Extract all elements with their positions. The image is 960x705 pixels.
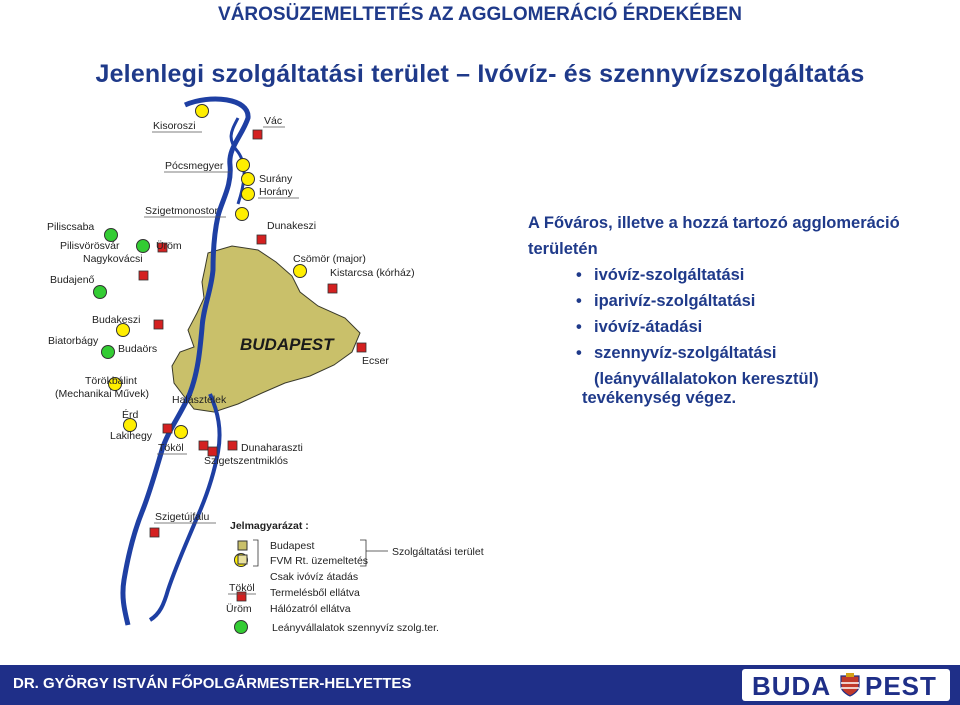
logo-text-left: BUDA — [752, 671, 832, 701]
service-item-note: (leányvállalatokon keresztül) — [594, 370, 819, 388]
marker-csomor — [294, 265, 307, 278]
label-mechanikai: (Mechanikai Művek) — [55, 388, 149, 400]
logo-text-right: PEST — [865, 671, 937, 701]
legend-termelesbol: Termelésből ellátva — [270, 587, 360, 599]
marker-pocsmegyer — [237, 159, 250, 172]
marker-biatorbagy — [102, 346, 115, 359]
service-item: • ivóvíz-szolgáltatási — [528, 262, 958, 288]
intro-line2: területén — [528, 240, 598, 258]
marker-vac — [253, 130, 262, 139]
legend-title: Jelmagyarázat : — [230, 520, 309, 532]
marker-surany — [242, 173, 255, 186]
legend-csak: Csak ivóvíz átadás — [270, 571, 359, 583]
marker-legend-leanyvallalatok — [235, 621, 248, 634]
marker-dunakeszi — [257, 235, 266, 244]
legend-fvm: FVM Rt. üzemeltetés — [270, 555, 369, 567]
intro-line1: A Főváros, illetve a hozzá tartozó agglomeráció — [528, 214, 900, 232]
label-szigetmonostor: Szigetmonostor — [145, 205, 218, 217]
marker-kisoroszi — [196, 105, 209, 118]
label-csomor: Csömör (major) — [293, 253, 366, 265]
label-tokol: Tököl — [158, 442, 184, 454]
footer-author: DR. GYÖRGY ISTVÁN FŐPOLGÁRMESTER-HELYETTES — [13, 675, 412, 692]
label-budaors: Budaörs — [118, 343, 158, 355]
legend-area-label: Szolgáltatási terület — [392, 546, 484, 558]
label-piliscsaba: Piliscsaba — [47, 221, 95, 233]
label-urom: Üröm — [156, 240, 182, 252]
label-torokbalint: Törökbálint — [85, 375, 137, 387]
label-horany: Horány — [259, 186, 293, 198]
label-szigetszentmiklos: Szigetszentmiklós — [204, 455, 289, 467]
description-block — [528, 210, 958, 392]
label-budajeno: Budajenő — [50, 274, 95, 286]
footer-bar — [0, 665, 960, 705]
label-lakihegy: Lakihegy — [110, 430, 153, 442]
label-szigetujfalu: Szigetújfalu — [155, 511, 210, 523]
budapest-logo — [742, 669, 950, 701]
marker-tokol — [199, 441, 208, 450]
label-pocsmegyer: Pócsmegyer — [165, 160, 224, 172]
legend-budapest: Budapest — [270, 540, 315, 552]
coat-of-arms-icon — [837, 672, 863, 698]
legend-sample-urom: Üröm — [226, 603, 252, 615]
marker-szigetujfalu — [150, 528, 159, 537]
slide-suptitle: VÁROSÜZEMELTETÉS AZ AGGLOMERÁCIÓ ÉRDEKÉBEN — [218, 4, 742, 25]
label-biatorbagy: Biatorbágy — [48, 335, 99, 347]
marker-szigetmonostor — [236, 208, 249, 221]
marker-horany — [242, 188, 255, 201]
service-list — [528, 262, 958, 366]
marker-halasztelek — [175, 426, 188, 439]
marker-budaors — [154, 320, 163, 329]
legend-leanyvallalatok: Leányvállalatok szennyvíz szolg.ter. — [272, 622, 439, 634]
legend-halozatrol: Hálózatról ellátva — [270, 603, 351, 615]
marker-lakihegy — [163, 424, 172, 433]
service-item: • iparivíz-szolgáltatási — [528, 288, 958, 314]
label-kistarcsa: Kistarcsa (kórház) — [330, 267, 415, 279]
legend-sample-tokol: Tököl — [229, 582, 255, 594]
service-item: • ivóvíz-átadási — [528, 314, 958, 340]
marker-ecser — [357, 343, 366, 352]
marker-nagykovacsi — [139, 271, 148, 280]
label-surany: Surány — [259, 173, 293, 185]
slide-title: Jelenlegi szolgáltatási terület – Ivóvíz- és szennyvízszolgáltatás — [95, 60, 865, 88]
map-legend — [226, 520, 484, 634]
label-dunakeszi: Dunakeszi — [267, 220, 317, 232]
label-kisoroszi: Kisoroszi — [153, 120, 196, 132]
marker-dunaharaszti — [228, 441, 237, 450]
marker-pilisvorosvar — [137, 240, 150, 253]
service-item: • szennyvíz-szolgáltatási — [528, 340, 958, 366]
label-ecser: Ecser — [362, 355, 389, 367]
label-erd: Érd — [122, 409, 139, 421]
label-halasztelek: Halásztelek — [172, 394, 227, 406]
closing-text: tevékenység végez. — [582, 389, 737, 407]
label-pilisvorosvar: Pilisvörösvár — [60, 240, 120, 252]
budapest-label: BUDAPEST — [240, 335, 334, 354]
marker-kistarcsa — [328, 284, 337, 293]
label-vac: Vác — [264, 115, 283, 127]
label-budakeszi: Budakeszi — [92, 314, 141, 326]
service-area-map — [0, 90, 520, 650]
marker-budajeno — [94, 286, 107, 299]
label-nagykovacsi: Nagykovácsi — [83, 253, 143, 265]
label-dunaharaszti: Dunaharaszti — [241, 442, 303, 454]
